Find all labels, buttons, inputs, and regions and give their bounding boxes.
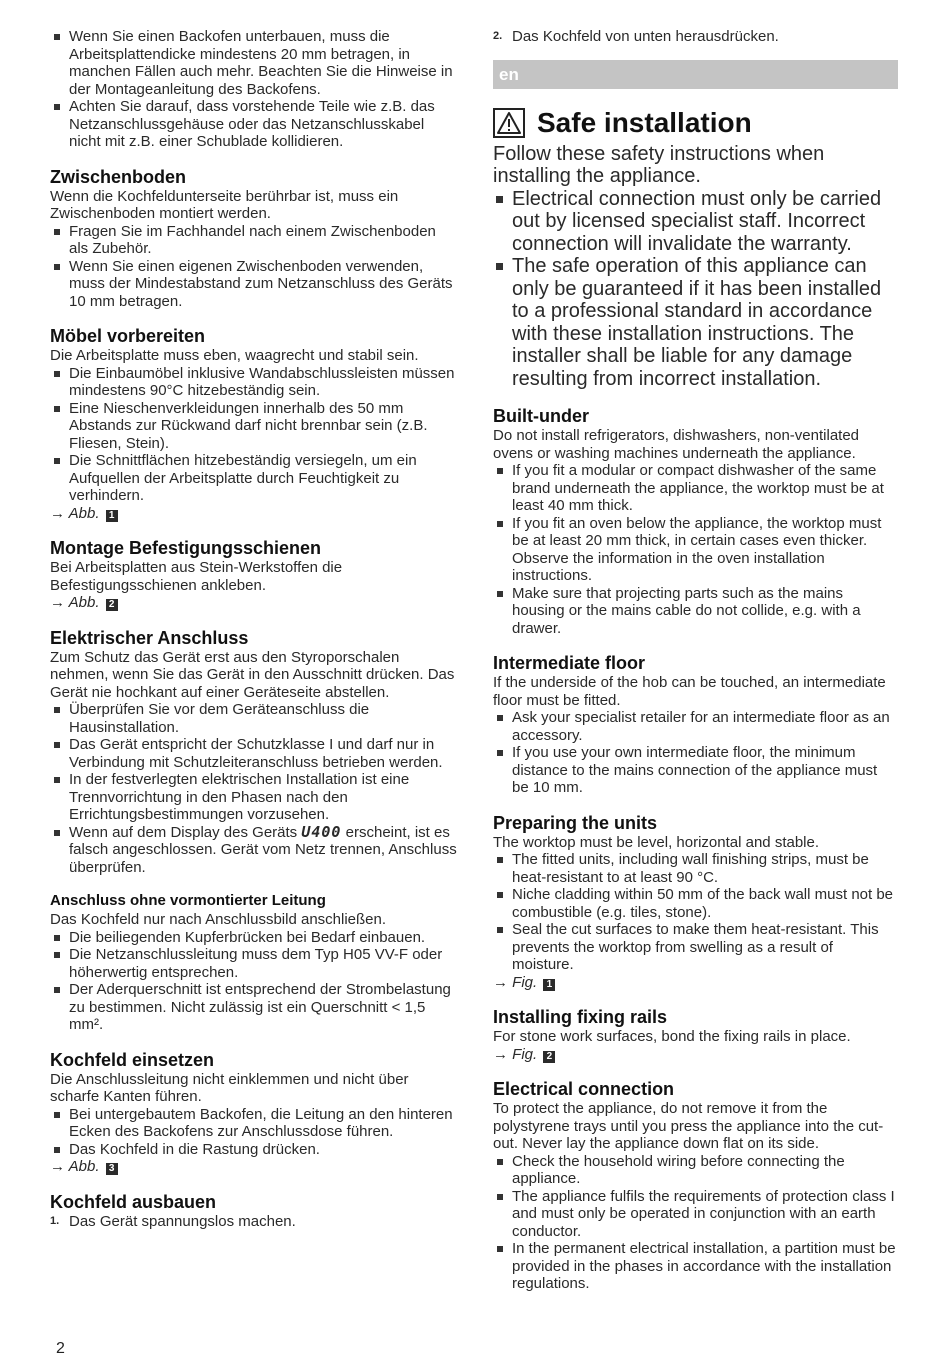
figure-number-badge: 2 [106,599,118,611]
numbered-step [493,28,898,46]
section-moebel [50,326,458,522]
display-text-post: erscheint, ist es falsch angeschlossen. Gerät vom Netz trennen, Anschluss überprüfen. [69,823,457,876]
list-item: Niche cladding within 50 mm of the back wall must not be combustible (e.g. tiles, stone). [493,886,898,921]
figure-number-badge: 1 [106,510,118,522]
arrow-icon: → [50,594,65,611]
figure-reference [50,1158,458,1176]
paragraph: The worktop must be level, horizontal and stable. [493,833,820,851]
display-text-pre: Wenn auf dem Display des Geräts [69,823,302,841]
list-item: Die Netzanschlussleitung muss dem Typ H05 VV-F oder höherwertig entsprechen. [50,946,458,981]
figure-reference [493,974,898,992]
section-electrical-connection [493,1079,898,1293]
numbered-step [50,1213,458,1231]
paragraph: To protect the appliance, do not remove it from the polystyrene trays until you press the appliance into the cut-out. Never lay the appliance down flat on its side. [493,1100,884,1152]
list-item: The fitted units, including wall finishing strips, must be heat-resistant to at least 90 °C. [493,851,898,886]
section-zwischenboden [50,167,458,311]
list-item: In the permanent electrical installation, a partition must be provided in the phases in accordance with the installation regulations. [493,1240,898,1293]
figure-ref-label: Fig. [512,1045,538,1063]
paragraph: Die Arbeitsplatte muss eben, waagrecht und stabil sein. [50,347,419,364]
list-item: If you use your own intermediate floor, the minimum distance to the mains connection of the appliance must be 10 mm. [493,744,898,797]
section-heading: Montage Befestigungsschienen [50,538,322,558]
section-heading: Möbel vorbereiten [50,326,206,346]
section-heading: Kochfeld einsetzen [50,1049,215,1070]
figure-ref-label: Abb. [68,594,100,611]
list-item: Check the household wiring before connecting the appliance. [493,1153,898,1188]
warning-icon [493,108,525,138]
page-number: 2 [56,1340,65,1357]
paragraph: If the underside of the hob can be touched, an intermediate floor must be fitted. [493,674,886,709]
step-text: Das Kochfeld von unten herausdrücken. [512,28,779,45]
figure-number-badge: 2 [543,1051,555,1063]
list-item: Wenn Sie einen Backofen unterbauen, muss die Arbeitsplattendicke mindestens 20 mm betragen, in manchen Fällen auch mehr. Beachten Sie die Hinweise in der Montageanleitung des Backofens. [50,28,458,98]
list-item: Seal the cut surfaces to make them heat-resistant. This prevents the worktop from swelling as a result of moisture. [493,921,898,974]
section-heading: Preparing the units [493,812,658,833]
figure-number-badge: 3 [106,1163,118,1175]
list-item: Das Kochfeld in die Rastung drücken. [50,1141,458,1159]
list-item: Überprüfen Sie vor dem Geräteanschluss die Hausinstallation. [50,701,458,736]
section-kochfeld-einsetzen [50,1050,458,1176]
subsection-heading: Anschluss ohne vormontierter Leitung [50,892,326,909]
paragraph: Wenn die Kochfeldunterseite berührbar ist, muss ein Zwischenboden montiert werden. [50,187,399,222]
section-heading: Built-under [493,406,589,426]
figure-ref-label: Abb. [68,504,100,522]
figure-number-badge: 1 [543,979,555,991]
arrow-icon: → [50,1158,65,1175]
page-title: Safe installation [537,106,752,138]
step-number: 1. [50,1214,60,1227]
right-column [493,28,898,1309]
section-heading: Electrical connection [493,1079,675,1099]
list-item: Achten Sie darauf, dass vorstehende Teile wie z.B. das Netzanschlussgehäuse oder das Netzanschlusskabel nicht mit z.B. einer Schublade kollidieren. [50,98,458,151]
display-code: U400 [301,822,342,841]
paragraph: Das Kochfeld nur nach Anschlussbild anschließen. [50,911,387,928]
step-text: Das Gerät spannungslos machen. [69,1212,296,1230]
list-item: Make sure that projecting parts such as the mains housing or the mains cable do not collide, e.g. with a drawer. [493,585,898,638]
paragraph: For stone work surfaces, bond the fixing rails in place. [493,1028,851,1045]
list-item: Die Schnittflächen hitzebeständig versiegeln, um ein Aufquellen der Arbeitsplatte durch Feuchtigkeit zu verhindern. [50,452,458,505]
left-column [50,28,458,1246]
section-kochfeld-ausbauen [50,1192,458,1231]
list-item: Wenn Sie einen eigenen Zwischenboden verwenden, muss der Mindestabstand zum Netzanschluss des Geräts 10 mm betragen. [50,258,458,311]
language-bar: en [493,60,898,89]
figure-ref-label: Fig. [512,973,538,991]
paragraph: Do not install refrigerators, dishwashers, non-ventilated ovens or washing machines underneath the appliance. [493,427,860,462]
list-item: Die Einbaumöbel inklusive Wandabschlussleisten müssen mindestens 90°C hitzebeständig sein. [50,365,458,400]
section-intermediate-floor [493,653,898,797]
section-safe-installation [493,143,898,391]
list-item: Ask your specialist retailer for an intermediate floor as an accessory. [493,709,898,744]
figure-reference [50,505,458,523]
list-item: If you fit a modular or compact dishwasher of the same brand underneath the appliance, the worktop must be at least 40 mm thick. [493,462,898,515]
section-built-under [493,406,898,637]
section-heading: Elektrischer Anschluss [50,627,249,648]
section-heading: Intermediate floor [493,653,646,673]
arrow-icon: → [50,504,65,522]
list-item: The safe operation of this appliance can only be guaranteed if it has been installed to a professional standard in accordance with these installation instructions. The installer shall be liable for any damage resulting from incorrect installation. [493,255,898,390]
section-heading: Kochfeld ausbauen [50,1191,217,1212]
safe-installation-heading [493,107,898,139]
paragraph: Die Anschlussleitung nicht einklemmen und nicht über scharfe Kanten führen. [50,1070,409,1105]
list-item: The appliance fulfils the requirements of protection class I and must only be operated in conjunction with an earth conductor. [493,1188,898,1241]
figure-reference [50,594,458,612]
section-heading: Zwischenboden [50,166,187,187]
figure-reference [493,1046,898,1064]
step-number: 2. [493,30,503,42]
section-preparing-units [493,813,898,992]
list-item: Electrical connection must only be carried out by licensed specialist staff. Incorrect connection will invalidate the warranty. [493,188,898,256]
list-item: Eine Nieschenverkleidungen innerhalb des 50 mm Abstands zur Rückwand darf nicht brennbar sein (z.B. Fliesen, Stein). [50,400,458,453]
section-anschluss-ohne-leitung [50,892,458,1034]
paragraph: Zum Schutz das Gerät erst aus den Styroporschalen nehmen, wenn Sie das Gerät in den Ausschnitt drücken. Das Gerät nie hochkant auf einer Geräteseite abstellen. [50,648,455,701]
list-item [50,824,458,877]
arrow-icon: → [493,973,508,991]
section-heading: Installing fixing rails [493,1007,668,1027]
section-fixing-rails [493,1007,898,1063]
list-item: In der festverlegten elektrischen Installation ist eine Trennvorrichtung in den Phasen nach den Errichtungsbestimmungen vorzusehen. [50,771,458,824]
paragraph: Follow these safety instructions when installing the appliance. [493,142,825,187]
list-item: If you fit an oven below the appliance, the worktop must be at least 20 mm thick, in certain cases even thicker. Observe the information in the oven installation instructions. [493,515,898,585]
list-item: Das Gerät entspricht der Schutzklasse I und darf nur in Verbindung mit Schutzleiteranschluss betrieben werden. [50,736,458,771]
paragraph: Bei Arbeitsplatten aus Stein-Werkstoffen die Befestigungsschienen ankleben. [50,559,343,594]
list-item: Bei untergebautem Backofen, die Leitung an den hinteren Ecken des Backofens zur Anschlussdose führen. [50,1106,458,1141]
intro-section [50,28,458,151]
list-item: Die beiliegenden Kupferbrücken bei Bedarf einbauen. [50,929,458,947]
arrow-icon: → [493,1045,508,1063]
list-item: Der Aderquerschnitt ist entsprechend der Strombelastung zu bestimmen. Nicht zulässig ist ein Querschnitt < 1,5 mm². [50,981,458,1034]
figure-ref-label: Abb. [68,1158,100,1175]
list-item: Fragen Sie im Fachhandel nach einem Zwischenboden als Zubehör. [50,223,458,258]
section-montage [50,538,458,612]
section-elektrischer-anschluss [50,628,458,877]
